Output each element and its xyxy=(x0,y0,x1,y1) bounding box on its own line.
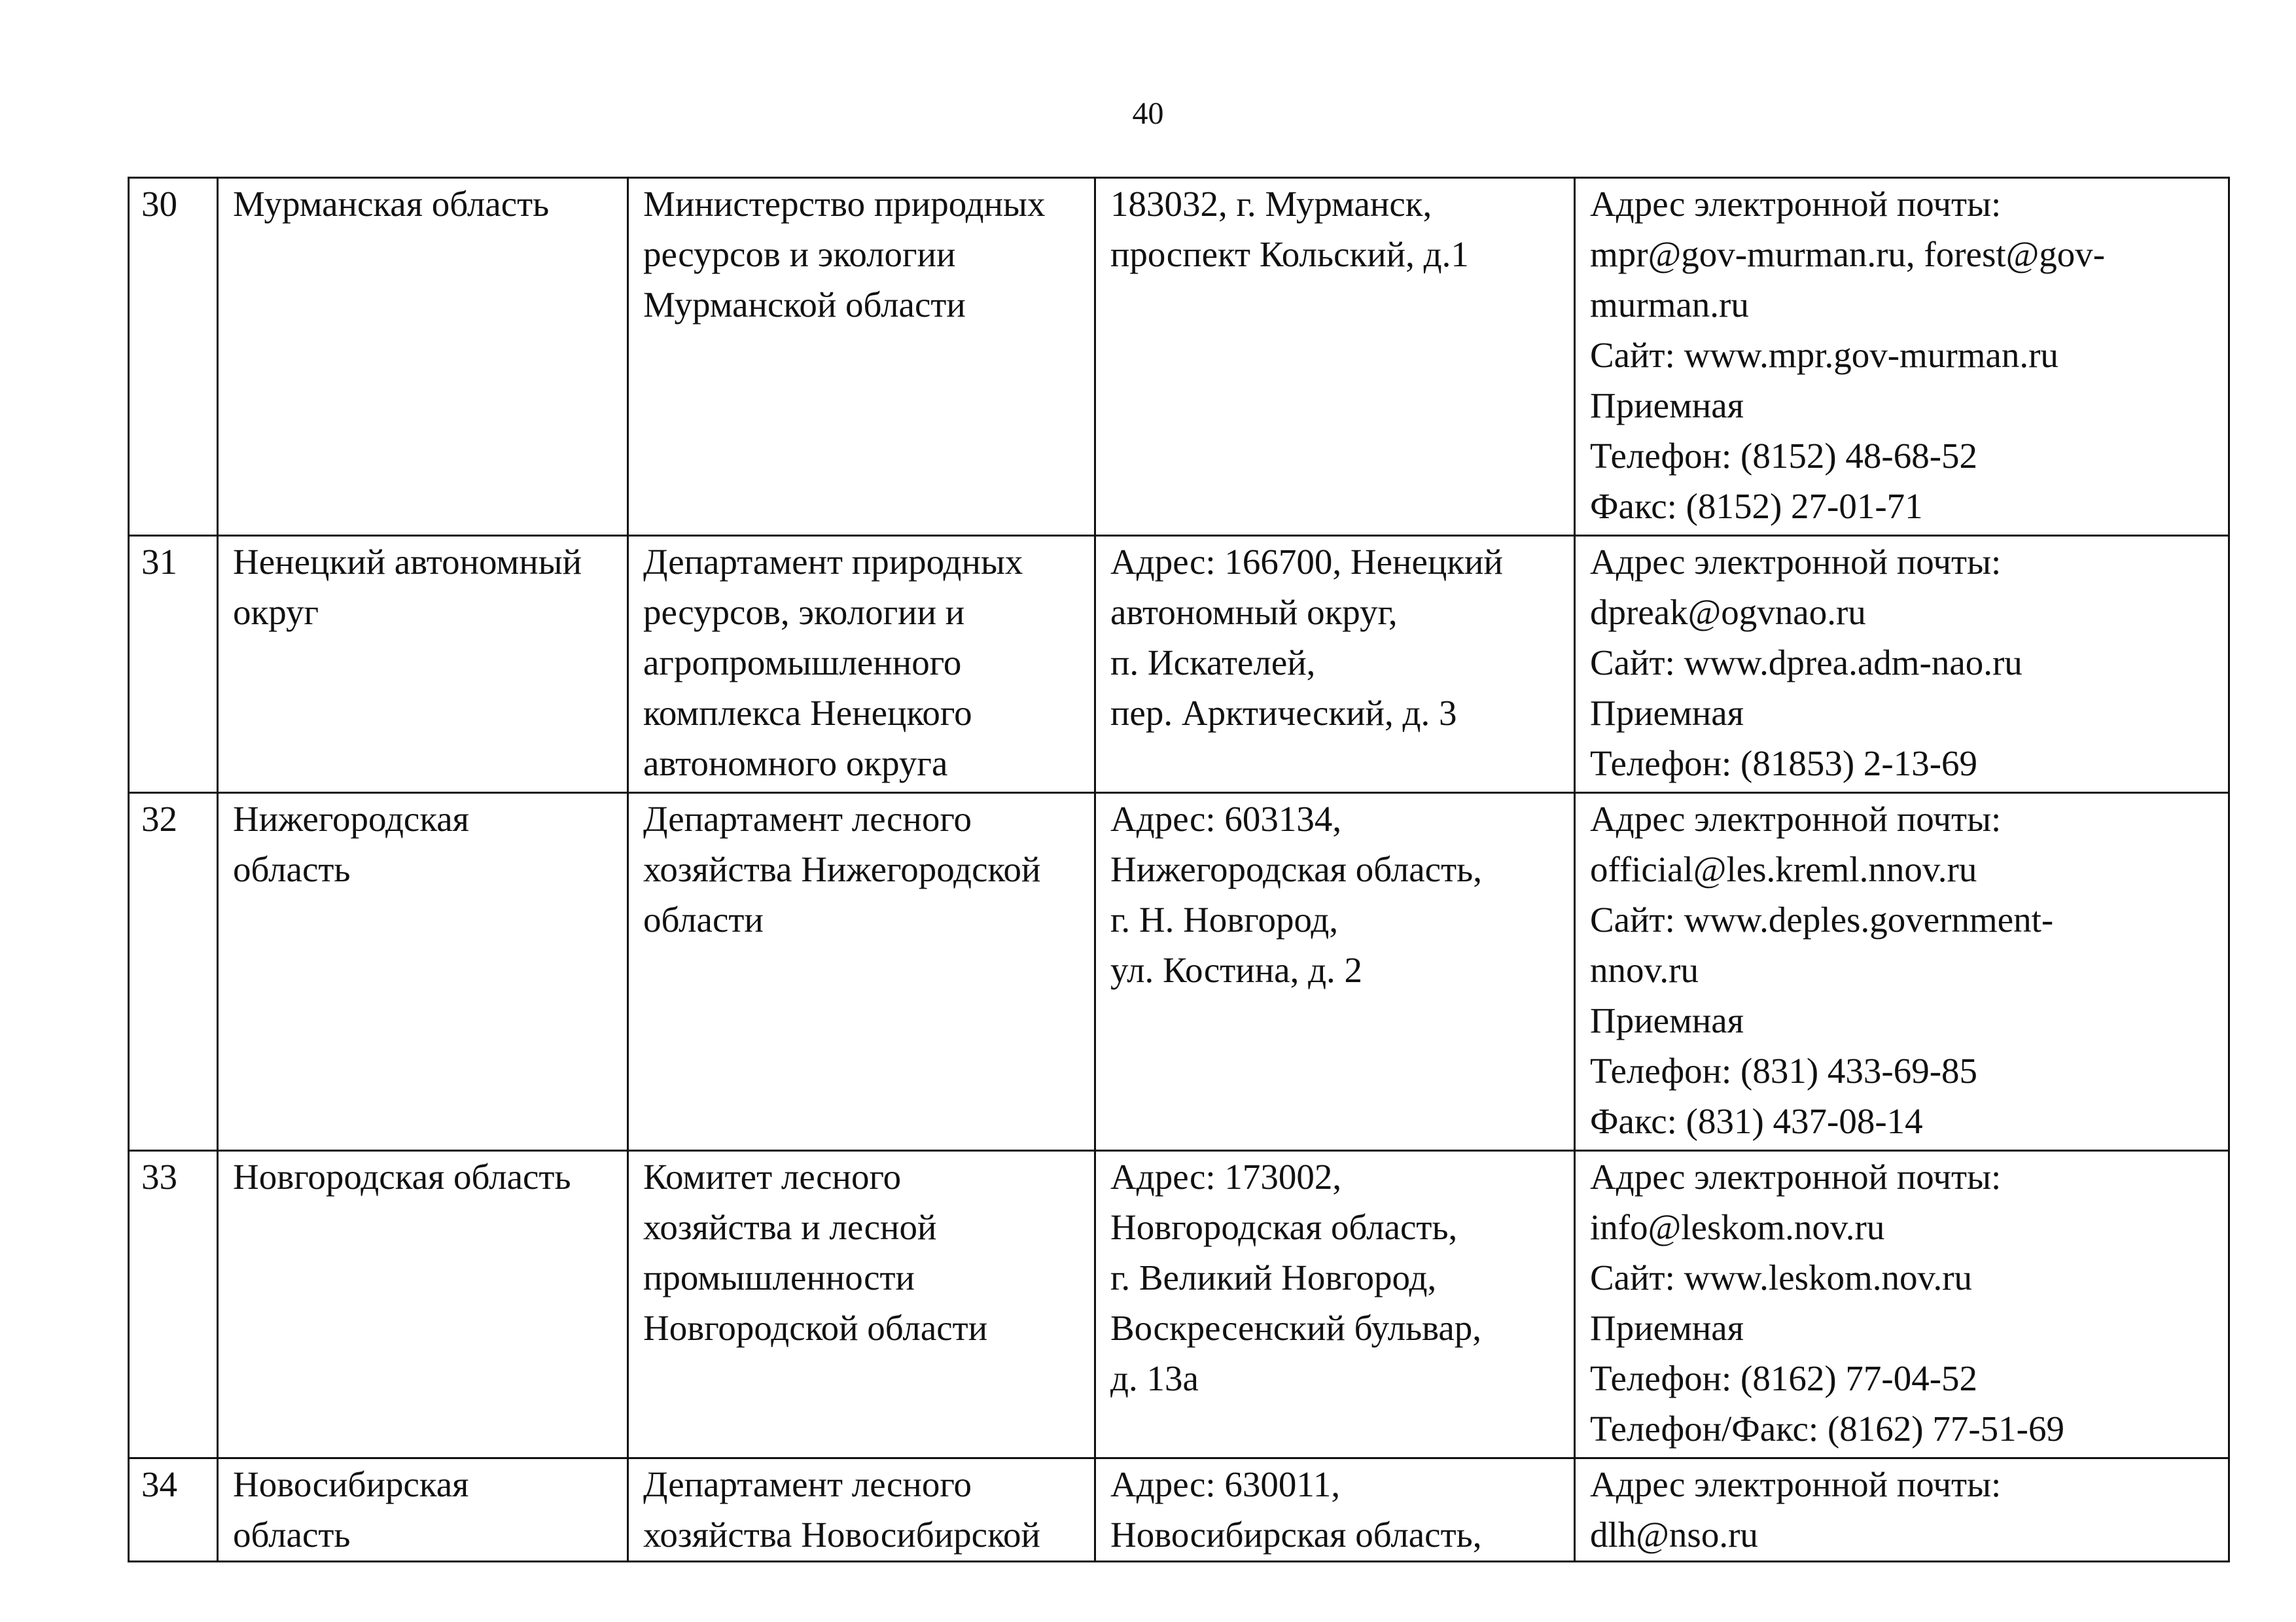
contacts-line: Факс: (831) 437-08-14 xyxy=(1590,1101,1923,1141)
address-line: ул. Костина, д. 2 xyxy=(1110,950,1363,990)
row-number-cell xyxy=(129,178,218,536)
region-line: округ xyxy=(233,592,319,632)
organization-line: ресурсов, экологии и xyxy=(643,592,965,632)
organization-line: Новгородской области xyxy=(643,1308,988,1348)
contacts-cell xyxy=(1575,1151,2229,1458)
organization-cell xyxy=(628,1151,1095,1458)
page-number: 40 xyxy=(1132,96,1164,131)
region-cell xyxy=(218,536,628,793)
organization-line: комплекса Ненецкого xyxy=(643,693,972,733)
organization-cell xyxy=(628,536,1095,793)
address-line: пер. Арктический, д. 3 xyxy=(1110,693,1457,733)
organization-line: хозяйства и лесной xyxy=(643,1207,937,1247)
contacts-line: info@leskom.nov.ru xyxy=(1590,1207,1885,1247)
organization-line: Мурманской области xyxy=(643,285,966,325)
address-line: п. Искателей, xyxy=(1110,643,1316,682)
region-line: область xyxy=(233,1515,351,1555)
organization-line: Департамент природных xyxy=(643,542,1023,582)
contacts-cell xyxy=(1575,1458,2229,1562)
contacts-cell xyxy=(1575,536,2229,793)
address-line: г. Великий Новгород, xyxy=(1110,1258,1437,1297)
address-line: Воскресенский бульвар, xyxy=(1110,1308,1482,1348)
region-line: Новосибирская xyxy=(233,1464,469,1504)
address-line: Адрес: 173002, xyxy=(1110,1157,1342,1197)
table-row xyxy=(129,1458,2229,1562)
contacts-line: official@les.kreml.nnov.ru xyxy=(1590,849,1977,889)
row-number: 33 xyxy=(141,1157,177,1197)
region-line: Новгородская область xyxy=(233,1157,571,1197)
contacts-line: Адрес электронной почты: xyxy=(1590,799,2002,839)
address-line: Адрес: 166700, Ненецкий xyxy=(1110,542,1503,582)
contacts-line: nnov.ru xyxy=(1590,950,1699,990)
address-cell xyxy=(1095,1151,1575,1458)
address-line: Адрес: 603134, xyxy=(1110,799,1342,839)
address-line: Адрес: 630011, xyxy=(1110,1464,1341,1504)
organization-cell xyxy=(628,178,1095,536)
forestry-authorities-table xyxy=(128,177,2230,1562)
organization-line: хозяйства Новосибирской xyxy=(643,1515,1040,1555)
contacts-cell xyxy=(1575,178,2229,536)
contacts-line: Телефон: (8162) 77-04-52 xyxy=(1590,1358,1978,1398)
organization-line: Комитет лесного xyxy=(643,1157,902,1197)
organization-line: Департамент лесного xyxy=(643,799,972,839)
address-line: 183032, г. Мурманск, xyxy=(1110,184,1432,224)
contacts-line: Сайт: www.mpr.gov-murman.ru xyxy=(1590,335,2058,375)
address-line: автономный округ, xyxy=(1110,592,1398,632)
organization-cell xyxy=(628,793,1095,1151)
organization-line: Министерство природных xyxy=(643,184,1046,224)
table-row xyxy=(129,536,2229,793)
row-number-cell xyxy=(129,1458,218,1562)
address-cell xyxy=(1095,793,1575,1151)
contacts-line: Приемная xyxy=(1590,1308,1744,1348)
region-cell xyxy=(218,1458,628,1562)
contacts-line: Сайт: www.deples.government- xyxy=(1590,900,2054,940)
table-row xyxy=(129,1151,2229,1458)
address-line: Нижегородская область, xyxy=(1110,849,1482,889)
region-cell xyxy=(218,1151,628,1458)
contacts-line: Телефон: (8152) 48-68-52 xyxy=(1590,436,1978,476)
address-line: проспект Кольский, д.1 xyxy=(1110,234,1469,274)
contacts-line: Адрес электронной почты: xyxy=(1590,184,2002,224)
address-cell xyxy=(1095,178,1575,536)
region-cell xyxy=(218,178,628,536)
address-line: Новгородская область, xyxy=(1110,1207,1458,1247)
contacts-line: Приемная xyxy=(1590,693,1744,733)
contacts-line: Телефон: (831) 433-69-85 xyxy=(1590,1051,1978,1091)
contacts-line: Адрес электронной почты: xyxy=(1590,542,2002,582)
region-line: Мурманская область xyxy=(233,184,550,224)
contacts-line: Телефон: (81853) 2-13-69 xyxy=(1590,743,1978,783)
table-row xyxy=(129,178,2229,536)
organization-line: хозяйства Нижегородской xyxy=(643,849,1041,889)
contacts-line: murman.ru xyxy=(1590,285,1749,325)
address-cell xyxy=(1095,536,1575,793)
contacts-line: Телефон/Факс: (8162) 77-51-69 xyxy=(1590,1409,2064,1449)
region-line: Ненецкий автономный xyxy=(233,542,582,582)
row-number: 31 xyxy=(141,542,177,582)
contacts-line: Сайт: www.dprea.adm-nao.ru xyxy=(1590,643,2022,682)
address-cell xyxy=(1095,1458,1575,1562)
organization-line: ресурсов и экологии xyxy=(643,234,956,274)
address-line: г. Н. Новгород, xyxy=(1110,900,1339,940)
contacts-line: Приемная xyxy=(1590,1000,1744,1040)
organization-cell xyxy=(628,1458,1095,1562)
address-line: д. 13а xyxy=(1110,1358,1199,1398)
region-line: область xyxy=(233,849,351,889)
contacts-cell xyxy=(1575,793,2229,1151)
row-number: 34 xyxy=(141,1464,177,1504)
region-line: Нижегородская xyxy=(233,799,469,839)
contacts-line: Сайт: www.leskom.nov.ru xyxy=(1590,1258,1973,1297)
organization-line: области xyxy=(643,900,764,940)
contacts-line: Адрес электронной почты: xyxy=(1590,1464,2002,1504)
table-row xyxy=(129,793,2229,1151)
row-number-cell xyxy=(129,1151,218,1458)
organization-line: агропромышленного xyxy=(643,643,962,682)
row-number-cell xyxy=(129,793,218,1151)
contacts-line: dpreak@ogvnao.ru xyxy=(1590,592,1866,632)
row-number-cell xyxy=(129,536,218,793)
contacts-line: Адрес электронной почты: xyxy=(1590,1157,2002,1197)
organization-line: автономного округа xyxy=(643,743,948,783)
contacts-line: Факс: (8152) 27-01-71 xyxy=(1590,486,1923,526)
row-number: 32 xyxy=(141,799,177,839)
contacts-line: dlh@nso.ru xyxy=(1590,1515,1758,1555)
address-line: Новосибирская область, xyxy=(1110,1515,1482,1555)
contacts-line: mpr@gov-murman.ru, forest@gov- xyxy=(1590,234,2106,274)
contacts-line: Приемная xyxy=(1590,385,1744,425)
row-number: 30 xyxy=(141,184,177,224)
region-cell xyxy=(218,793,628,1151)
organization-line: промышленности xyxy=(643,1258,915,1297)
organization-line: Департамент лесного xyxy=(643,1464,972,1504)
